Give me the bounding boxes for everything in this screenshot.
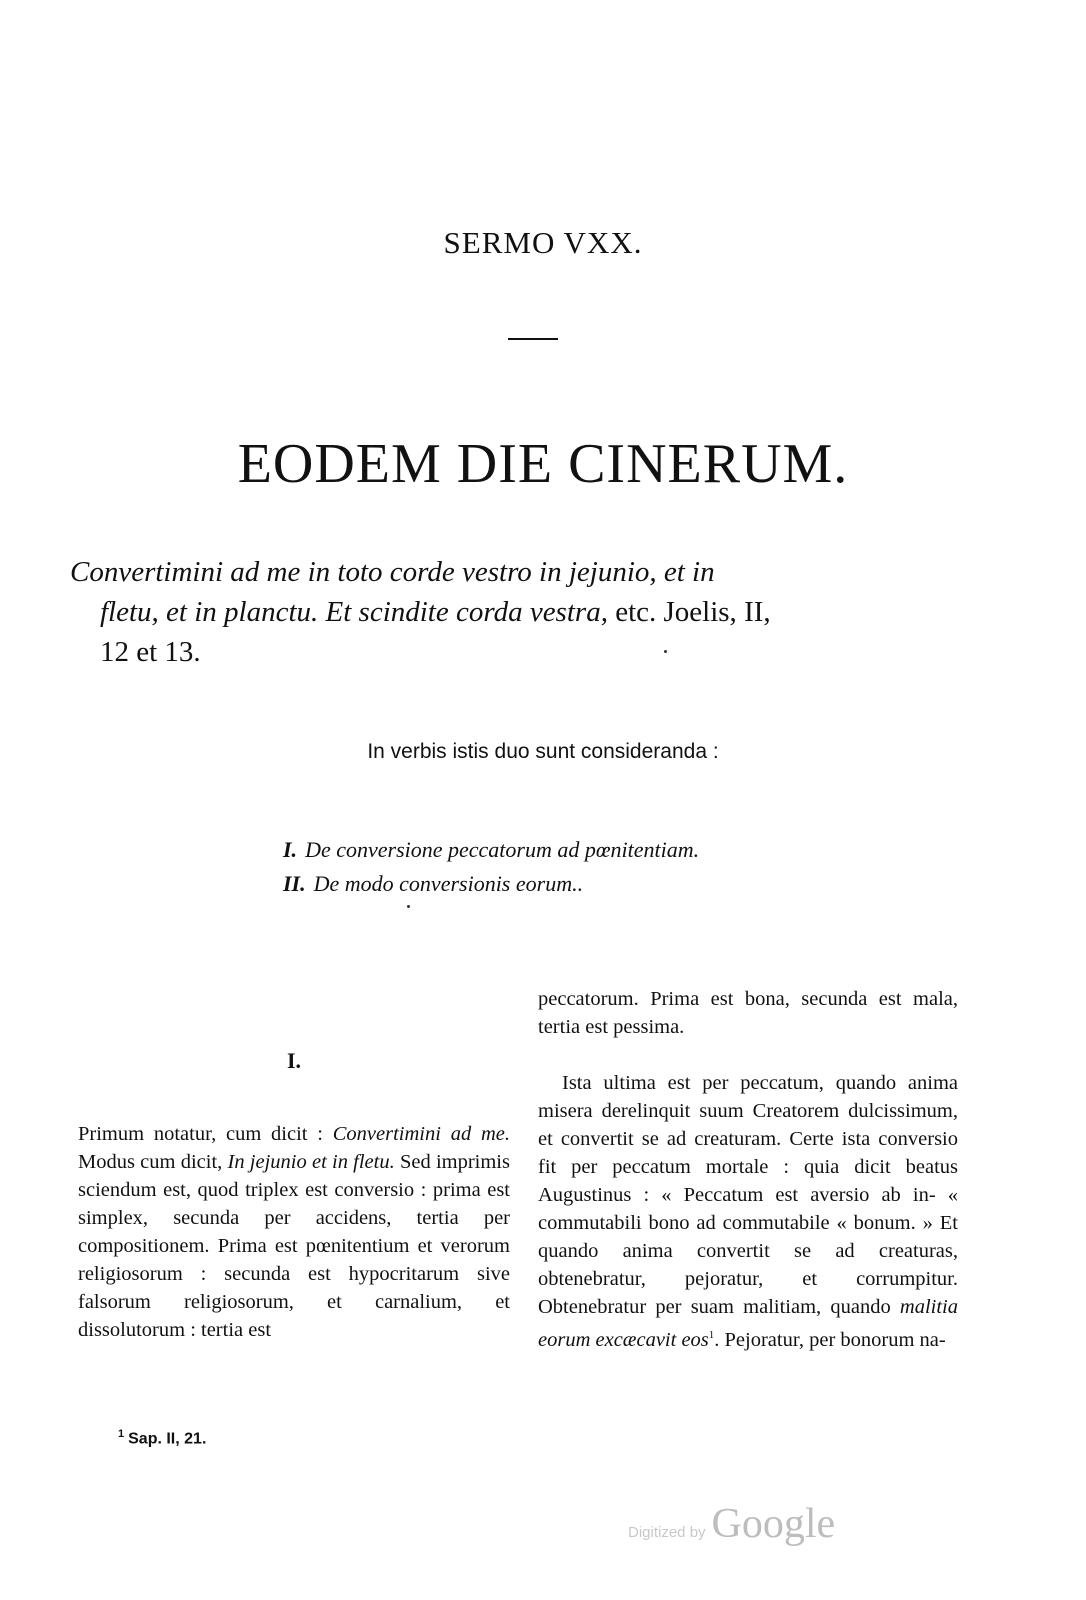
epigraph-line-2 bbox=[70, 592, 970, 632]
left-column-paragraph bbox=[78, 1120, 510, 1344]
point-item bbox=[283, 833, 699, 867]
page-title: EODEM DIE CINERUM. bbox=[237, 433, 849, 495]
epigraph-line-1 bbox=[70, 552, 970, 592]
footnote-text: Sap. II, 21. bbox=[128, 1430, 207, 1448]
epigraph-reference-verses: 12 et 13. bbox=[100, 636, 201, 668]
epigraph-line-2-italic: fletu, et in planctu. Et scindite corda vestra, bbox=[100, 596, 608, 628]
right-column bbox=[538, 985, 958, 1354]
text-run: Sed imprimis sciendum est, quod triplex est conversio : prima est simplex, secunda per accidens, tertia per compositionem. Prima est pœnitentium et verorum religiosorum : secunda est hypocritarum sive falsorum religiosorum, et carnalium, et dissolutorum : tertia est bbox=[78, 1151, 510, 1341]
epigraph-chapter: II bbox=[744, 596, 764, 628]
text-run: Modus cum dicit, bbox=[78, 1151, 228, 1173]
text-run: Ista ultima est per peccatum, quando anima misera derelinquit suum Creatorem dulcissimum, et convertit se ad creaturam. Certe ista conversio fit per peccatum mortale : quia dicit beatus Augustinus : « Peccatum est aversio ab in- « commutabili bono ad commutabile « bonum. » Et quando anima convertit se ad creaturas, obtenebratur, pejoratur, et corrumpitur. Obtenebratur per suam malitiam, quando bbox=[538, 1072, 958, 1318]
left-column bbox=[78, 1120, 510, 1344]
text-run: . Pejoratur, per bonorum na- bbox=[714, 1328, 946, 1351]
point-text: De modo conversionis eorum.. bbox=[313, 871, 584, 896]
footnote bbox=[118, 1428, 206, 1448]
point-number: II. bbox=[283, 871, 306, 896]
right-column-paragraph-1: peccatorum. Prima est bona, secunda est mala, tertia est pessima. bbox=[538, 988, 958, 1038]
footnote-marker: 1 bbox=[708, 1329, 715, 1341]
intro-statement: In verbis istis duo sunt consideranda : bbox=[367, 740, 719, 763]
epigraph-line-2-plain: etc. Joelis, bbox=[607, 596, 745, 628]
point-item bbox=[283, 867, 699, 901]
title-divider bbox=[508, 338, 558, 340]
watermark-prefix: Digitized by bbox=[628, 1524, 706, 1541]
sermon-number: SERMO VXX. bbox=[443, 225, 643, 260]
points-list bbox=[283, 833, 699, 901]
epigraph-line-2-end: , bbox=[763, 596, 771, 628]
print-speck bbox=[407, 905, 410, 908]
text-run: Primum notatur, cum dicit : bbox=[78, 1123, 333, 1145]
digitization-watermark bbox=[628, 1500, 835, 1548]
text-run-italic: malitia eorum excæcavit eos bbox=[538, 1296, 958, 1351]
print-speck bbox=[664, 650, 667, 653]
section-heading: I. bbox=[286, 1048, 302, 1073]
google-logo: Google bbox=[711, 1501, 836, 1547]
point-number: I. bbox=[283, 837, 298, 862]
point-text: De conversione peccatorum ad pœnitentiam. bbox=[305, 837, 700, 862]
epigraph-line-3 bbox=[70, 632, 970, 672]
epigraph-line-1-text: Convertimini ad me in toto corde vestro in jejunio, et in bbox=[70, 556, 715, 588]
footnote-mark: 1 bbox=[118, 1428, 125, 1440]
epigraph-quote bbox=[70, 552, 970, 672]
right-column-paragraph-2 bbox=[538, 1069, 958, 1354]
text-run-italic: Convertimini ad me. bbox=[332, 1123, 510, 1145]
text-run-italic: In jejunio et in fletu. bbox=[227, 1151, 395, 1173]
